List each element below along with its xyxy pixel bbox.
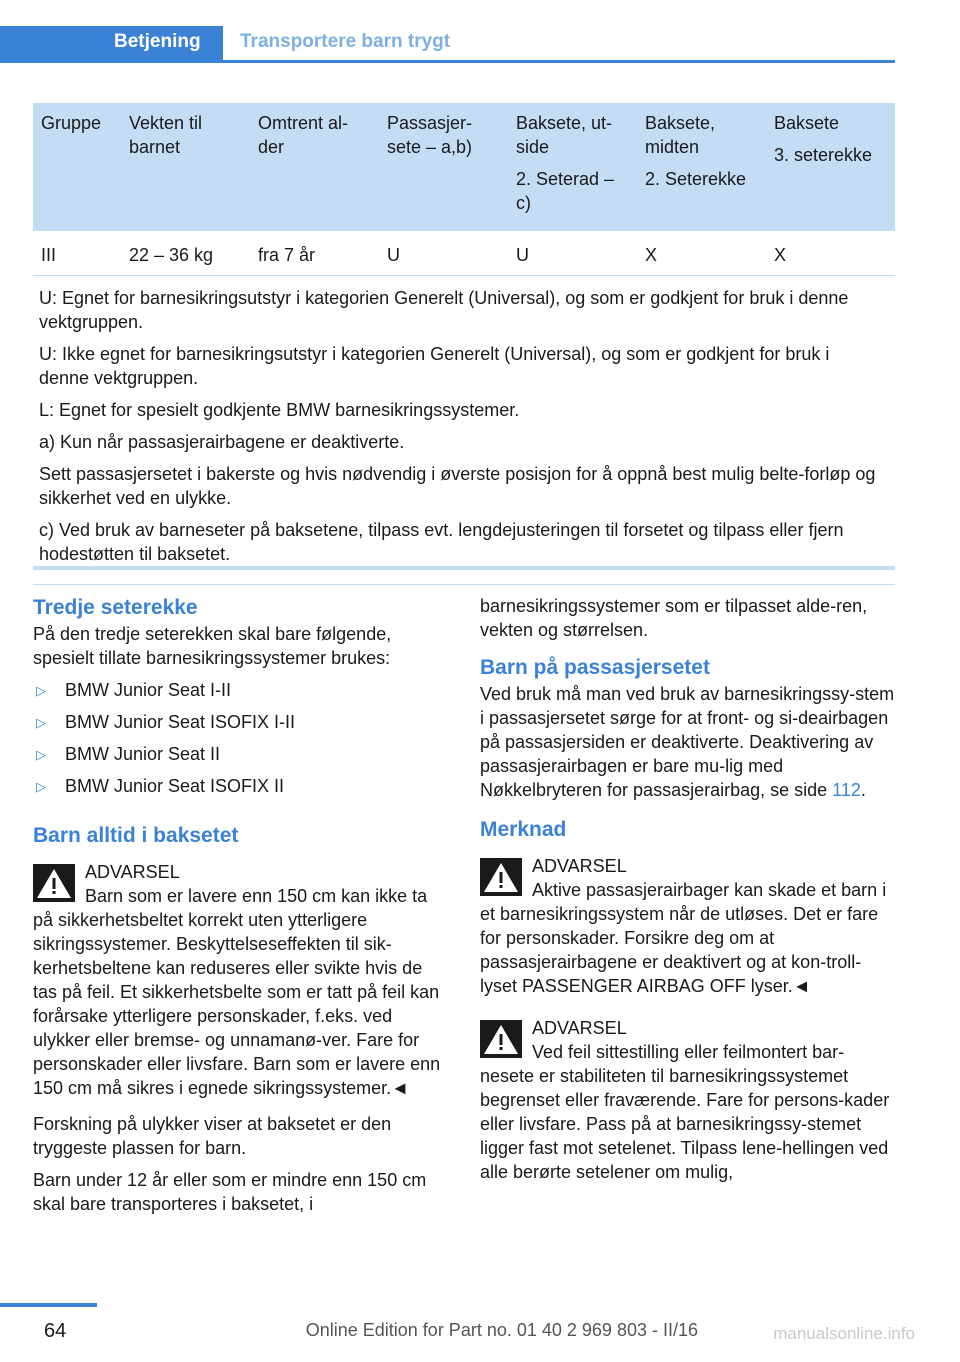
edition-text: Online Edition for Part no. 01 40 2 969 803 - II/16	[305, 1320, 698, 1340]
table-notes	[33, 276, 895, 585]
list-item	[33, 742, 451, 774]
paragraph-text: Ved bruk må man ved bruk av barnesikringssy-stem i passasjersetet sørge for at front- og si-deairbagen på passasjersiden er deaktiverte. Deaktivering av passasjerairbagen er bare mu-lig med Nøkkelbryteren for passasjerairbag, se side	[480, 684, 895, 800]
list-item	[33, 678, 451, 710]
column-header	[508, 103, 637, 231]
warning-triangle-icon	[33, 864, 75, 902]
table-notes-row	[33, 276, 895, 585]
list-item-text: BMW Junior Seat II	[65, 744, 221, 764]
warning-text: Aktive passasjerairbager kan skade et barn i et barnesikringssystem når de utløses. Det er fare for personskader. Forsikre deg om at passasjerairbagene er deaktivert og at kon-troll-lyset PASSENGER AIRBAG OFF lyser.◄	[480, 880, 887, 996]
chapter-title[interactable]: Transportere barn trygt	[240, 31, 451, 52]
warning-body	[33, 884, 451, 1100]
paragraph: Barn under 12 år eller som er mindre enn 150 cm skal bare transporteres i baksetet, i	[33, 1170, 427, 1214]
warning-box	[480, 1016, 898, 1184]
table-cell: X	[637, 231, 766, 276]
page-header	[0, 0, 895, 62]
page-reference-link[interactable]: 112	[832, 780, 861, 800]
table-cell: fra 7 år	[250, 231, 379, 276]
table-header-row	[33, 103, 895, 231]
table-note: L: Egnet for spesielt godkjente BMW barnesikringssystemer.	[39, 400, 520, 420]
right-column	[480, 594, 898, 1196]
heading-barn-alltid-i-baksetet: Barn alltid i baksetet	[33, 824, 239, 847]
warning-title: ADVARSEL	[532, 1018, 627, 1038]
heading-barn-pa-passasjersetet: Barn på passasjersetet	[480, 656, 710, 679]
bullet-triangle-icon: ▷	[36, 747, 46, 762]
column-header	[250, 103, 379, 231]
table-note: U: Ikke egnet for barnesikringsutstyr i kategorien Generelt (Universal), og som er godkjent for bruk i denne vektgruppen.	[39, 344, 830, 388]
table-bottom-rule	[33, 566, 895, 570]
column-header-line: Omtrent al-der	[258, 113, 349, 157]
table-cell: X	[766, 231, 895, 276]
list-item	[33, 710, 451, 742]
column-header	[121, 103, 250, 231]
column-header-line: Vekten til barnet	[129, 113, 203, 157]
list-item-text: BMW Junior Seat ISOFIX II	[65, 776, 285, 796]
watermark: manualsonline.info	[773, 1324, 915, 1343]
warning-box	[33, 860, 451, 1100]
bullet-triangle-icon: ▷	[36, 715, 46, 730]
column-header-line: Gruppe	[41, 113, 102, 133]
column-header-line: 3. seterekke	[774, 145, 873, 165]
warning-body	[480, 1040, 898, 1184]
table-cell: U	[508, 231, 637, 276]
header-rule	[0, 60, 895, 63]
table-cell: III	[33, 231, 121, 276]
table-note: a) Kun når passasjerairbagene er deaktiverte.	[39, 432, 405, 452]
warning-title: ADVARSEL	[85, 862, 180, 882]
footer-rule	[0, 1303, 97, 1307]
table-cell: 22 – 36 kg	[121, 231, 250, 276]
column-header-line: Baksete, midten	[645, 113, 716, 157]
column-header-line: Baksete, ut-side	[516, 113, 613, 157]
table-note: c) Ved bruk av barneseter på baksetene, tilpass evt. lengdejusteringen til forsetet og tilpass eller fjern hodestøtten til baksetet.	[39, 520, 844, 564]
heading-tredje-seterekke: Tredje seterekke	[33, 596, 198, 619]
list-item	[33, 774, 451, 806]
table-row	[33, 231, 895, 276]
warning-text: Ved feil sittestilling eller feilmontert bar-nesete er stabiliteten til barnesikringssystemet begrenset eller fraværende. Fare for persons-kader eller livsfare. Pass på at barnesikringssy-stemet ligger fast mot setelenet. Tilpass lene-hellingen ved alle berørte setelener om mulig,	[480, 1042, 890, 1182]
paragraph: Ved bruk må man ved bruk av barnesikringssy-stem i passasjersetet sørge for at front- og si-deairbagen på passasjersiden er deaktiverte. Deaktivering av passasjerairbagen er bare mu-lig med Nøkkelbryteren for passasjerairbag, se side 112.	[480, 684, 895, 800]
child-seat-table	[33, 103, 895, 585]
warning-body	[480, 878, 898, 998]
paragraph: Forskning på ulykker viser at baksetet er den tryggeste plassen for barn.	[33, 1114, 392, 1158]
bullet-triangle-icon: ▷	[36, 683, 46, 698]
table-note: U: Egnet for barnesikringsutstyr i kategorien Generelt (Universal), og som er godkjent for bruk i denne vektgruppen.	[39, 288, 849, 332]
section-tab[interactable]: Betjening	[0, 26, 223, 62]
list-item-text: BMW Junior Seat I-II	[65, 680, 232, 700]
column-header	[766, 103, 895, 231]
paragraph: barnesikringssystemer som er tilpasset alde-ren, vekten og størrelsen.	[480, 596, 868, 640]
page-number: 64	[44, 1320, 67, 1342]
warning-triangle-icon	[480, 858, 522, 896]
column-header-line: Passasjer-sete – a,b)	[387, 113, 473, 157]
column-header	[379, 103, 508, 231]
left-column	[33, 594, 451, 1224]
heading-merknad: Merknad	[480, 818, 567, 841]
warning-title: ADVARSEL	[532, 856, 627, 876]
column-header-line: 2. Seterekke	[645, 169, 747, 189]
column-header	[637, 103, 766, 231]
table-cell: U	[379, 231, 508, 276]
bullet-triangle-icon: ▷	[36, 779, 46, 794]
column-header-line: 2. Seterad – c)	[516, 169, 615, 213]
warning-box	[480, 854, 898, 998]
seat-list	[33, 678, 451, 806]
table-note: Sett passasjersetet i bakerste og hvis nødvendig i øverste posisjon for å oppnå best mulig belte-forløp og sikkerhet ved en ulykke.	[39, 464, 876, 508]
warning-text: Barn som er lavere enn 150 cm kan ikke ta på sikkerhetsbeltet korrekt uten ytterligere sikringssystemer. Beskyttelseseffekten til sik-kerhetsbeltene kan reduseres eller svikte hvis de tas på feil. Et sikkerhetsbelte som er tatt på feil kan forårsake ytterligere personskader, f.eks. ved ulykker eller bremse- og unnamanø-ver. Fare for personskader eller livsfare. Barn som er lavere enn 150 cm må sikres i egnede sikringssystemer.◄	[33, 886, 441, 1098]
column-header-line: Baksete	[774, 113, 840, 133]
paragraph: På den tredje seterekken skal bare følgende, spesielt tillate barnesikringssystemer brukes:	[33, 624, 392, 668]
list-item-text: BMW Junior Seat ISOFIX I-II	[65, 712, 296, 732]
warning-triangle-icon	[480, 1020, 522, 1058]
column-header	[33, 103, 121, 231]
